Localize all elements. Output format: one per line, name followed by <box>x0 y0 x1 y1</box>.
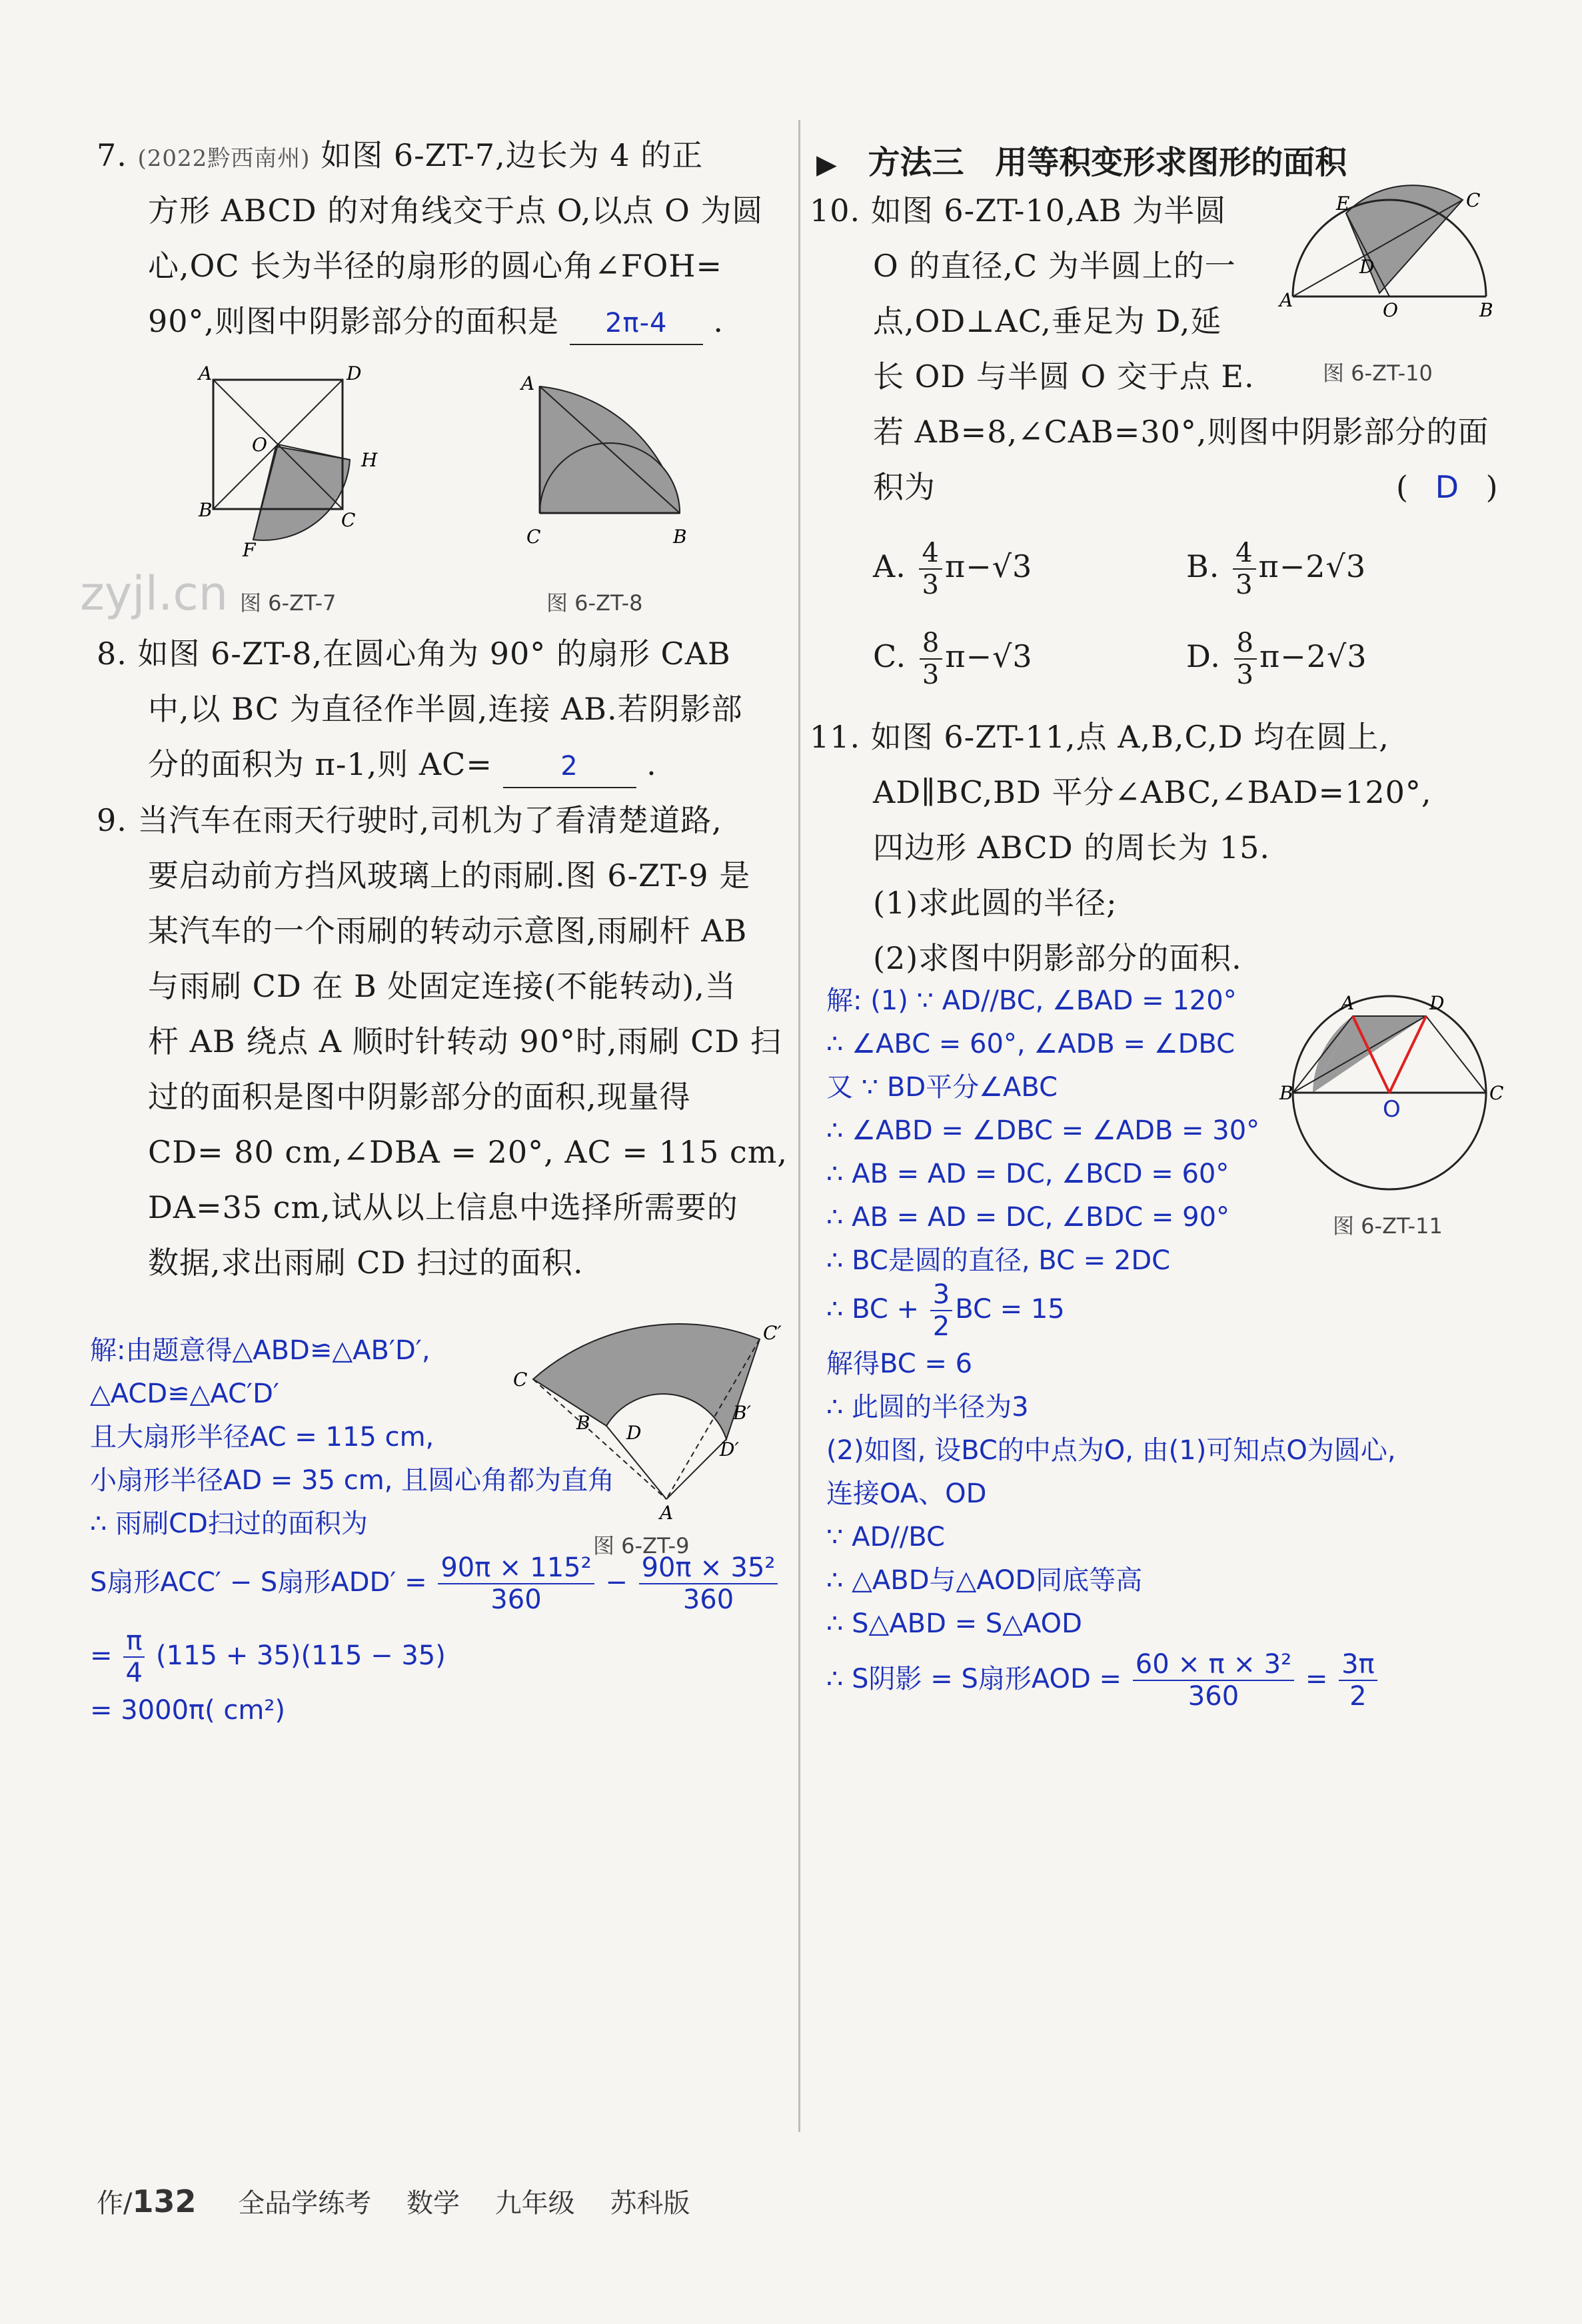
svg-text:C: C <box>513 1369 528 1391</box>
q9-line4: 与雨刷 CD 在 B 处固定连接(不能转动),当 <box>148 968 736 1004</box>
q9-line8: DA=35 cm,试从以上信息中选择所需要的 <box>148 1189 738 1225</box>
q11-sol-5: ∴ AB = AD = DC, ∠BCD = 60° <box>826 1159 1229 1189</box>
figure-6-zt-8 <box>513 360 713 560</box>
q10-option-b[interactable]: B. $\frac{4}{3}$ π−2√3 <box>1186 538 1367 600</box>
svg-text:D: D <box>626 1422 642 1444</box>
svg-text:B: B <box>673 526 687 548</box>
q11-sol-14: ∴ S△ABD = S△AOD <box>826 1608 1082 1639</box>
q9-line3: 某汽车的一个雨刷的转动示意图,雨刷杆 AB <box>148 913 748 949</box>
q9-line5: 杆 AB 绕点 A 顺时针转动 90°时,雨刷 CD 扫 <box>148 1023 782 1059</box>
q11-sol-13: ∴ △ABD与△AOD同底等高 <box>826 1565 1143 1596</box>
svg-text:D: D <box>347 362 362 384</box>
q7-line4: 90°,则图中阴影部分的面积是 2π-4 . <box>148 300 724 345</box>
q9-formula-3: = 3000π( cm²) <box>90 1695 286 1726</box>
svg-text:B: B <box>1479 299 1493 321</box>
svg-text:F: F <box>243 539 256 561</box>
q11-part1: (1)求此圆的半径; <box>873 885 1118 921</box>
svg-text:C′: C′ <box>763 1322 782 1344</box>
q7-line1: 7. (2022黔西南州) 如图 6-ZT-7,边长为 4 的正 <box>97 137 704 173</box>
svg-text:O: O <box>252 434 267 456</box>
fig7-caption: 图 6-ZT-7 <box>240 590 337 616</box>
q10-line4: 长 OD 与半圆 O 交于点 E. <box>873 358 1255 394</box>
fig10-caption: 图 6-ZT-10 <box>1323 360 1433 386</box>
q10-line1: 10. 如图 6-ZT-10,AB 为半圆 <box>810 193 1227 229</box>
q11-sol-bc: ∴ BC + $\frac{3}{2}$ BC = 15 <box>826 1279 1065 1342</box>
q9-sol-line3: 且大扇形半径AC = 115 cm, <box>90 1422 434 1452</box>
svg-text:C: C <box>1466 189 1481 211</box>
q11-sol-11: 连接OA、OD <box>826 1478 987 1509</box>
q8-line3: 分的面积为 π-1,则 AC= 2 . <box>148 744 657 788</box>
q10-option-c[interactable]: C. $\frac{8}{3}$ π−√3 <box>873 628 1033 690</box>
q11-line2: AD∥BC,BD 平分∠ABC,∠BAD=120°, <box>873 774 1432 810</box>
q7-answer: 2π-4 <box>570 302 703 345</box>
q9-sol-line5: ∴ 雨刷CD扫过的面积为 <box>90 1508 368 1539</box>
svg-text:D′: D′ <box>720 1439 739 1460</box>
q10-option-a[interactable]: A. $\frac{4}{3}$ π−√3 <box>873 538 1033 600</box>
q9-formula: S扇形ACC′ − S扇形ADD′ = $\frac{\text{90π × 115²}}{360}$ − $\frac{\text{90π × 35²}}{360}$ <box>90 1546 780 1619</box>
column-divider <box>798 120 800 2132</box>
svg-text:D: D <box>1429 992 1445 1014</box>
q10-line3: 点,OD⊥AC,垂足为 D,延 <box>873 303 1222 339</box>
q11-sol-4: ∴ ∠ABD = ∠DBC = ∠ADB = 30° <box>826 1115 1260 1146</box>
svg-text:H: H <box>361 449 378 471</box>
q10-option-d[interactable]: D. $\frac{8}{3}$ π−2√3 <box>1186 628 1367 690</box>
figure-6-zt-10 <box>1279 187 1499 333</box>
svg-text:D: D <box>1359 256 1375 278</box>
q11-line1: 11. 如图 6-ZT-11,点 A,B,C,D 均在圆上, <box>810 719 1389 755</box>
q11-sol-final: ∴ S阴影 = S扇形AOD = $\frac{\text{60 × π × 3²}}{360}$ = $\frac{3\pi}{2}$ <box>826 1642 1380 1716</box>
svg-text:A: A <box>521 372 535 394</box>
q9-sol-line1: 解:由题意得△ABD≌△AB′D′, <box>90 1335 430 1366</box>
page-footer: 作/132 全品学练考 数学 九年级 苏科版 <box>97 2183 690 2219</box>
q11-sol-1: 解: (1) ∵ AD//BC, ∠BAD = 120° <box>826 985 1237 1016</box>
svg-text:B: B <box>576 1412 590 1434</box>
q11-sol-7: ∴ BC是圆的直径, BC = 2DC <box>826 1245 1171 1276</box>
q7-line2: 方形 ABCD 的对角线交于点 O,以点 O 为圆 <box>148 193 764 229</box>
figure-6-zt-7 <box>187 360 387 560</box>
svg-text:A: A <box>1341 992 1355 1014</box>
q9-line9: 数据,求出雨刷 CD 扫过的面积. <box>148 1245 584 1281</box>
watermark: zyjl.cn <box>80 566 229 621</box>
q11-sol-8: 解得BC = 6 <box>826 1349 973 1379</box>
q11-part2: (2)求图中阴影部分的面积. <box>873 940 1242 976</box>
q11-sol-2: ∴ ∠ABC = 60°, ∠ADB = ∠DBC <box>826 1029 1235 1059</box>
figure-6-zt-9 <box>506 1306 786 1524</box>
q11-sol-10: (2)如图, 设BC的中点为O, 由(1)可知点O为圆心, <box>826 1435 1396 1466</box>
q10-line2: O 的直径,C 为半圆上的一 <box>873 248 1236 284</box>
q8-answer: 2 <box>503 746 636 788</box>
q11-sol-6: ∴ AB = AD = DC, ∠BDC = 90° <box>826 1202 1230 1233</box>
q9-line6: 过的面积是图中阴影部分的面积,现量得 <box>148 1079 691 1115</box>
q11-sol-9: ∴ 此圆的半径为3 <box>826 1392 1029 1423</box>
svg-text:C: C <box>1489 1082 1504 1104</box>
svg-text:E: E <box>1336 193 1350 215</box>
svg-text:A: A <box>660 1502 674 1524</box>
figure-6-zt-11 <box>1279 986 1506 1199</box>
svg-text:C: C <box>526 526 541 548</box>
q8-line1: 8. 如图 6-ZT-8,在圆心角为 90° 的扇形 CAB <box>97 636 731 672</box>
q9-line1: 9. 当汽车在雨天行驶时,司机为了看清楚道路, <box>97 802 722 838</box>
q10-answer: D <box>1435 469 1459 505</box>
q8-line2: 中,以 BC 为直径作半圆,连接 AB.若阴影部 <box>148 691 743 727</box>
q10-line6: 积为 <box>873 469 936 505</box>
fig8-caption: 图 6-ZT-8 <box>546 590 643 616</box>
q11-line3: 四边形 ABCD 的周长为 15. <box>873 830 1270 866</box>
svg-text:O: O <box>1383 299 1398 321</box>
svg-text:C: C <box>341 509 356 531</box>
q7-line3: 心,OC 长为半径的扇形的圆心角∠FOH= <box>148 248 722 284</box>
fig11-o-label: O <box>1383 1096 1401 1123</box>
svg-text:A: A <box>199 362 213 384</box>
svg-text:B: B <box>1279 1082 1293 1104</box>
q9-sol-line4: 小扇形半径AD = 35 cm, 且圆心角都为直角 <box>90 1465 615 1496</box>
q9-sol-line2: △ACD≌△AC′D′ <box>90 1379 279 1409</box>
q7-source: (2022黔西南州) <box>137 145 311 172</box>
svg-text:A: A <box>1279 289 1293 311</box>
svg-text:B: B <box>199 499 213 521</box>
svg-text:B′: B′ <box>733 1402 751 1424</box>
fig9-caption: 图 6-ZT-9 <box>593 1533 690 1558</box>
q11-sol-12: ∵ AD//BC <box>826 1522 945 1552</box>
method3-heading: ▶ 方法三 用等积变形求图形的面积 <box>816 144 1347 181</box>
page-number: 132 <box>132 2183 197 2219</box>
q9-line2: 要启动前方挡风玻璃上的雨刷.图 6-ZT-9 是 <box>148 858 751 893</box>
q9-line7: CD= 80 cm,∠DBA = 20°, AC = 115 cm, <box>148 1134 788 1170</box>
q10-answer-bracket: ( D ) <box>1396 469 1499 505</box>
q9-formula-2: = $\frac{\pi}{4}$ (115 + 35)(115 − 35) <box>90 1626 446 1688</box>
fig11-caption: 图 6-ZT-11 <box>1333 1213 1443 1239</box>
q10-line5: 若 AB=8,∠CAB=30°,则图中阴影部分的面 <box>873 414 1489 450</box>
q11-sol-3: 又 ∵ BD平分∠ABC <box>826 1072 1058 1103</box>
